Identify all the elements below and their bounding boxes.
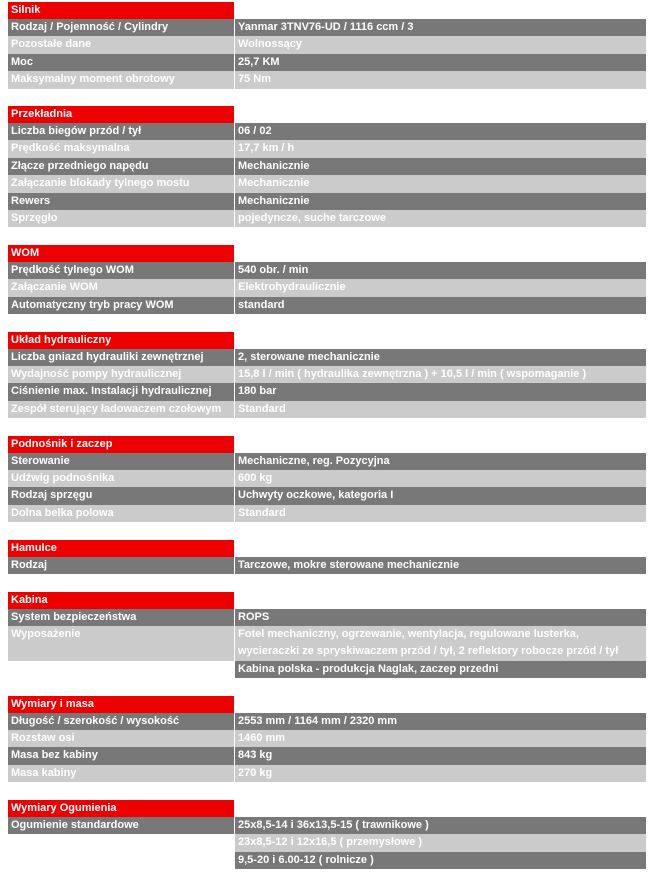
section-spacer xyxy=(8,678,646,696)
spec-row xyxy=(8,609,646,626)
spec-label: Załączanie WOM xyxy=(8,279,235,296)
spec-label: Udźwig podnośnika xyxy=(8,470,235,487)
spec-label: Złącze przedniego napędu xyxy=(8,158,235,175)
spec-label: Sterowanie xyxy=(8,453,235,470)
spec-label: Długość / szerokość / wysokość xyxy=(8,713,235,730)
spec-value: Wolnossący xyxy=(238,38,302,51)
spec-label: Ogumienie standardowe xyxy=(8,817,235,834)
spec-row xyxy=(8,279,646,296)
spec-row xyxy=(8,834,646,851)
section-spacer xyxy=(8,418,646,436)
spec-value: pojedyncze, suche tarczowe xyxy=(238,212,386,225)
spec-value: 1460 mm xyxy=(238,732,286,745)
section-0 xyxy=(8,2,646,89)
spec-row xyxy=(8,19,646,36)
spec-value: 2553 mm / 1164 mm / 2320 mm xyxy=(238,714,397,727)
spec-value: Mechaniczne, reg. Pozycyjna xyxy=(238,454,390,467)
spec-value: Standard xyxy=(238,506,286,519)
spec-row xyxy=(8,210,646,227)
spec-label: Liczba biegów przód / tył xyxy=(8,123,235,140)
spec-row xyxy=(8,36,646,53)
section-spacer xyxy=(8,314,646,332)
spec-row xyxy=(8,71,646,88)
spec-value: 2, sterowane mechanicznie xyxy=(238,350,380,363)
spec-row xyxy=(8,730,646,747)
section-spacer xyxy=(8,89,646,107)
section-spacer xyxy=(8,522,646,540)
section-8 xyxy=(8,800,646,869)
spec-sheet xyxy=(8,2,646,869)
spec-label: Wydajność pompy hydraulicznej xyxy=(8,366,235,383)
spec-row xyxy=(8,765,646,782)
spec-label: Liczba gniazd hydrauliki zewnętrznej xyxy=(8,349,235,366)
spec-row xyxy=(8,747,646,764)
spec-label: Prędkość tylnego WOM xyxy=(8,262,235,279)
spec-label: Moc xyxy=(8,54,235,71)
spec-label: Rodzaj sprzęgu xyxy=(8,487,235,504)
section-header: WOM xyxy=(8,245,234,262)
spec-value: 540 obr. / min xyxy=(238,263,309,276)
spec-row xyxy=(8,713,646,730)
spec-row xyxy=(8,297,646,314)
section-4 xyxy=(8,436,646,523)
section-header: Wymiary Ogumienia xyxy=(8,800,234,817)
section-1 xyxy=(8,106,646,227)
spec-row xyxy=(8,349,646,366)
spec-value: 17,7 km / h xyxy=(238,142,295,155)
spec-value: 600 kg xyxy=(238,472,273,485)
spec-row xyxy=(8,626,646,661)
spec-value: Fotel mechaniczny, ogrzewanie, wentylacja, regulowane lusterka, wycieraczki ze spryskiwaczem przód / tył, 2 reflektory robocze przód / tył xyxy=(238,627,619,658)
section-spacer xyxy=(8,574,646,592)
spec-value: Kabina polska - produkcja Naglak, zaczep przedni xyxy=(238,662,499,675)
spec-value: standard xyxy=(238,298,285,311)
spec-label: Dolna belka polowa xyxy=(8,505,235,522)
spec-row xyxy=(8,383,646,400)
spec-row xyxy=(8,817,646,834)
spec-row xyxy=(8,401,646,418)
section-header: Układ hydrauliczny xyxy=(8,332,234,349)
spec-label xyxy=(8,661,235,678)
spec-label: Rodzaj / Pojemność / Cylindry xyxy=(8,19,235,36)
spec-value: Mechanicznie xyxy=(238,159,310,172)
spec-row xyxy=(8,852,646,869)
spec-label: System bezpieczeństwa xyxy=(8,609,235,626)
spec-value: Elektrohydraulicznie xyxy=(238,281,346,294)
section-3 xyxy=(8,332,646,419)
spec-row xyxy=(8,487,646,504)
spec-value: 15,8 l / min ( hydraulika zewnętrzna ) + 10,5 l / min ( wspomaganie ) xyxy=(238,367,587,380)
spec-value: 180 bar xyxy=(238,385,277,398)
spec-value: 25x8,5-14 i 36x13,5-15 ( trawnikowe ) xyxy=(238,818,429,831)
spec-value: 23x8,5-12 i 12x16,5 ( przemysłowe ) xyxy=(238,836,423,849)
spec-row xyxy=(8,140,646,157)
spec-row xyxy=(8,366,646,383)
spec-label: Rozstaw osi xyxy=(8,730,235,747)
section-spacer xyxy=(8,227,646,245)
spec-label: Rewers xyxy=(8,193,235,210)
spec-row xyxy=(8,453,646,470)
section-header: Podnośnik i zaczep xyxy=(8,436,234,453)
spec-value: Tarczowe, mokre sterowane mechanicznie xyxy=(238,558,460,571)
spec-label: Wyposażenie xyxy=(8,626,235,661)
spec-row xyxy=(8,505,646,522)
spec-value: Mechanicznie xyxy=(238,177,310,190)
spec-value: 25,7 KM xyxy=(238,55,280,68)
spec-label: Sprzęgło xyxy=(8,210,235,227)
section-header: Hamulce xyxy=(8,540,234,557)
spec-label: Maksymalny moment obrotowy xyxy=(8,71,235,88)
spec-label: Zespół sterujący ładowaczem czołowym xyxy=(8,401,235,418)
spec-label: Masa bez kabiny xyxy=(8,747,235,764)
spec-row xyxy=(8,123,646,140)
spec-value: Mechanicznie xyxy=(238,194,310,207)
section-2 xyxy=(8,245,646,314)
spec-value: Yanmar 3TNV76-UD / 1116 ccm / 3 xyxy=(238,21,414,33)
spec-label: Masa kabiny xyxy=(8,765,235,782)
spec-value: 270 kg xyxy=(238,766,273,779)
spec-label: Załączanie blokady tylnego mostu xyxy=(8,175,235,192)
section-header: Wymiary i masa xyxy=(8,696,234,713)
spec-value: 06 / 02 xyxy=(238,125,272,138)
spec-label: Pozostałe dane xyxy=(8,36,235,53)
spec-row xyxy=(8,54,646,71)
spec-row xyxy=(8,193,646,210)
spec-label: Ciśnienie max. Instalacji hydraulicznej xyxy=(8,383,235,400)
spec-value: 843 kg xyxy=(238,749,273,762)
spec-value: Standard xyxy=(238,402,286,415)
spec-value: 75 Nm xyxy=(238,73,272,86)
spec-row xyxy=(8,557,646,574)
spec-value: ROPS xyxy=(238,610,270,623)
spec-value: Uchwyty oczkowe, kategoria I xyxy=(238,489,394,502)
spec-label: Automatyczny tryb pracy WOM xyxy=(8,297,235,314)
spec-value: 9,5-20 i 6.00-12 ( rolnicze ) xyxy=(238,853,374,866)
section-header: Kabina xyxy=(8,592,234,609)
spec-row xyxy=(8,158,646,175)
section-6 xyxy=(8,592,646,679)
spec-row xyxy=(8,262,646,279)
section-5 xyxy=(8,540,646,574)
spec-row xyxy=(8,661,646,678)
spec-label xyxy=(8,852,235,869)
section-7 xyxy=(8,696,646,783)
spec-label: Prędkość maksymalna xyxy=(8,140,235,157)
spec-label xyxy=(8,834,235,851)
section-header: Silnik xyxy=(8,2,234,19)
section-header: Przekładnia xyxy=(8,106,234,123)
section-spacer xyxy=(8,782,646,800)
spec-row xyxy=(8,175,646,192)
spec-row xyxy=(8,470,646,487)
spec-label: Rodzaj xyxy=(8,557,235,574)
